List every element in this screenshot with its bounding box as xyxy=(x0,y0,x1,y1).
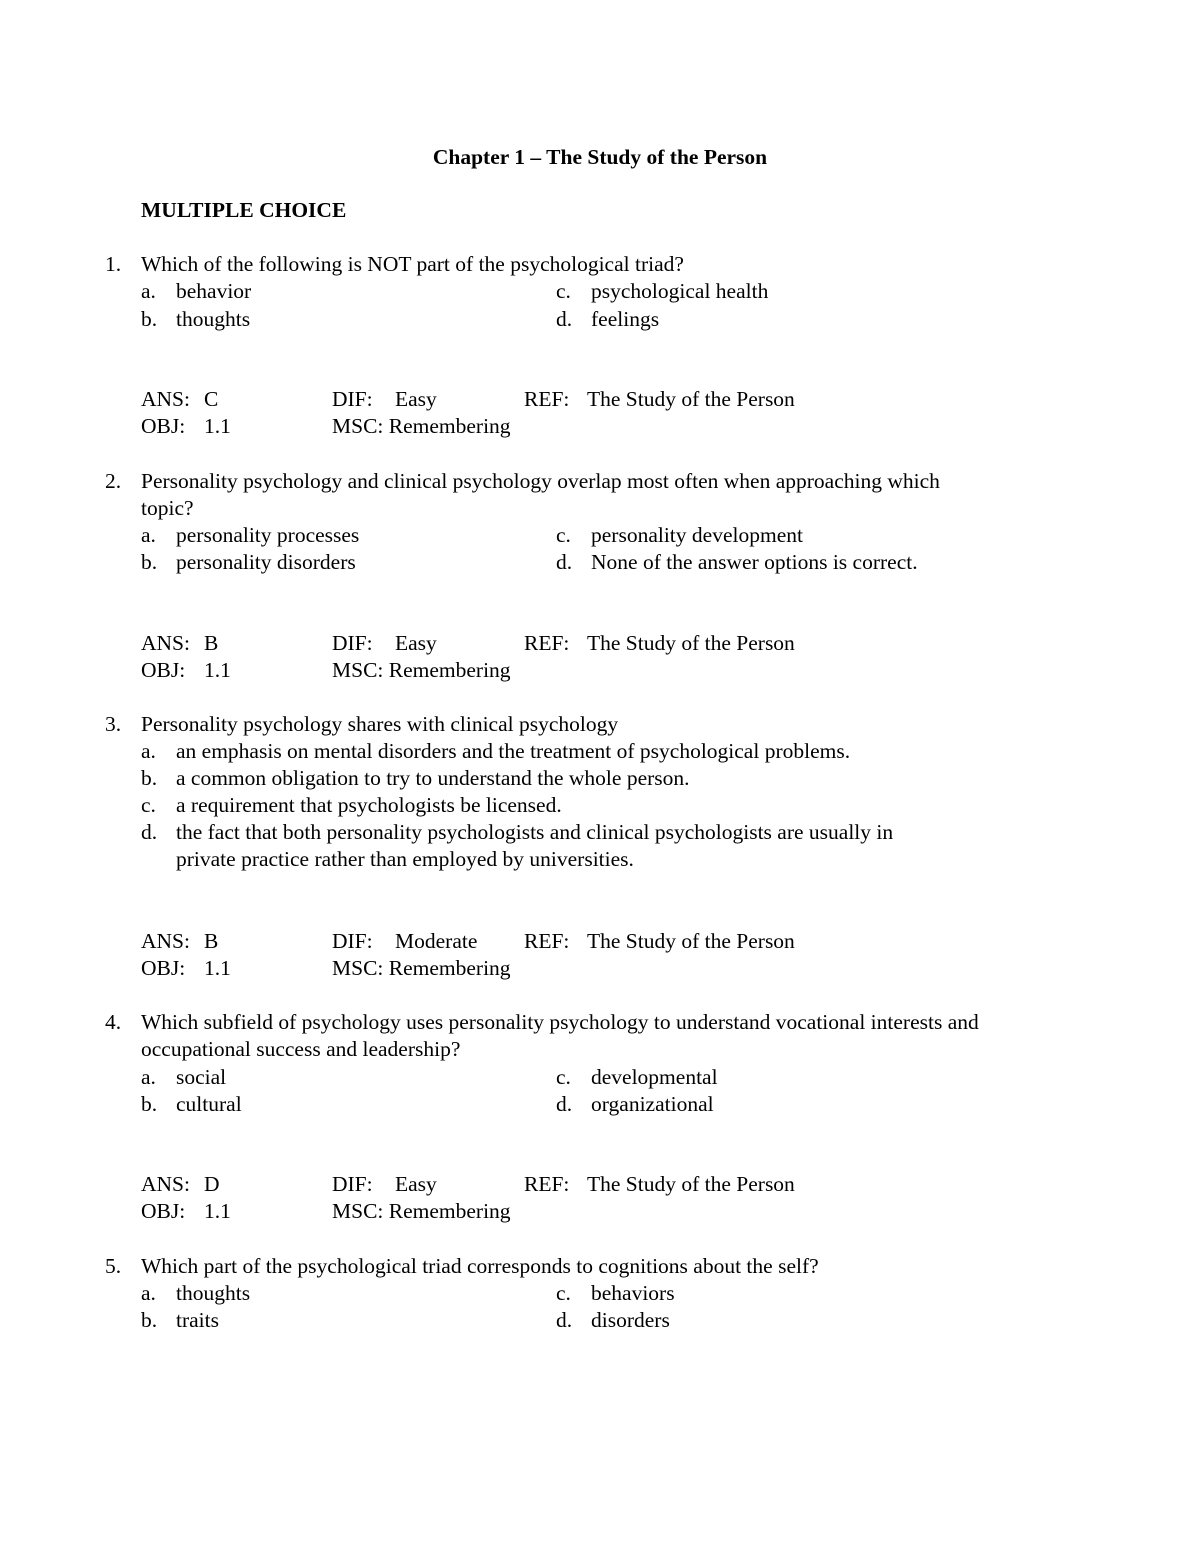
difficulty-value: Easy xyxy=(395,631,437,655)
option-letter: b. xyxy=(141,550,158,574)
option-letter: b. xyxy=(141,766,158,790)
option-text-continued: private practice rather than employed by universities. xyxy=(176,847,634,871)
objective-value: 1.1 xyxy=(204,658,231,682)
question-number: 4. xyxy=(105,1010,122,1034)
option-text: a requirement that psychologists be licensed. xyxy=(176,793,562,817)
option-text: behavior xyxy=(176,279,252,303)
answer-label: ANS: xyxy=(141,1172,190,1196)
option-text: thoughts xyxy=(176,307,251,331)
answer-value: B xyxy=(204,929,219,953)
option-text: personality processes xyxy=(176,523,360,547)
reference-value: The Study of the Person xyxy=(587,1172,795,1196)
difficulty-value: Moderate xyxy=(395,929,478,953)
option-letter: a. xyxy=(141,1281,156,1305)
answer-label: ANS: xyxy=(141,929,190,953)
option-text: behaviors xyxy=(591,1281,675,1305)
option-text: the fact that both personality psychologists and clinical psychologists are usually in xyxy=(176,820,894,844)
objective-label: OBJ: xyxy=(141,1199,186,1223)
msc-value: MSC: Remembering xyxy=(332,658,511,682)
option-letter: a. xyxy=(141,279,156,303)
option-letter: c. xyxy=(556,279,571,303)
difficulty-label: DIF: xyxy=(332,631,373,655)
reference-label: REF: xyxy=(524,387,570,411)
option-letter: c. xyxy=(556,1281,571,1305)
option-text: feelings xyxy=(591,307,660,331)
option-text: personality development xyxy=(591,523,803,547)
difficulty-label: DIF: xyxy=(332,387,373,411)
option-text: traits xyxy=(176,1308,219,1332)
answer-label: ANS: xyxy=(141,631,190,655)
answer-value: C xyxy=(204,387,219,411)
option-text: thoughts xyxy=(176,1281,251,1305)
option-letter: d. xyxy=(556,1308,573,1332)
option-text: disorders xyxy=(591,1308,670,1332)
question-stem: Personality psychology shares with clinical psychology xyxy=(141,712,619,736)
reference-label: REF: xyxy=(524,929,570,953)
difficulty-label: DIF: xyxy=(332,929,373,953)
option-text: psychological health xyxy=(591,279,769,303)
option-text: organizational xyxy=(591,1092,714,1116)
option-text: cultural xyxy=(176,1092,242,1116)
reference-label: REF: xyxy=(524,631,570,655)
option-text: a common obligation to try to understand the whole person. xyxy=(176,766,690,790)
question-number: 2. xyxy=(105,469,122,493)
question-number: 5. xyxy=(105,1254,122,1278)
reference-value: The Study of the Person xyxy=(587,631,795,655)
difficulty-value: Easy xyxy=(395,387,437,411)
option-letter: c. xyxy=(141,793,156,817)
answer-value: B xyxy=(204,631,219,655)
difficulty-label: DIF: xyxy=(332,1172,373,1196)
option-letter: a. xyxy=(141,1065,156,1089)
option-letter: d. xyxy=(556,1092,573,1116)
option-letter: b. xyxy=(141,1308,158,1332)
msc-value: MSC: Remembering xyxy=(332,1199,511,1223)
question-stem: Which part of the psychological triad corresponds to cognitions about the self? xyxy=(141,1254,819,1278)
question-stem: Personality psychology and clinical psychology overlap most often when approaching which xyxy=(141,469,940,493)
option-text: None of the answer options is correct. xyxy=(591,550,918,574)
question-number: 3. xyxy=(105,712,122,736)
objective-value: 1.1 xyxy=(204,414,231,438)
section-heading: MULTIPLE CHOICE xyxy=(141,198,347,222)
reference-label: REF: xyxy=(524,1172,570,1196)
msc-value: MSC: Remembering xyxy=(332,956,511,980)
objective-value: 1.1 xyxy=(204,1199,231,1223)
objective-value: 1.1 xyxy=(204,956,231,980)
question-stem: Which of the following is NOT part of the psychological triad? xyxy=(141,252,684,276)
option-text: developmental xyxy=(591,1065,718,1089)
option-letter: a. xyxy=(141,523,156,547)
answer-label: ANS: xyxy=(141,387,190,411)
reference-value: The Study of the Person xyxy=(587,387,795,411)
page-title: Chapter 1 – The Study of the Person xyxy=(432,145,768,169)
question-stem: topic? xyxy=(141,496,194,520)
option-text: an emphasis on mental disorders and the treatment of psychological problems. xyxy=(176,739,851,763)
option-letter: c. xyxy=(556,523,571,547)
option-letter: c. xyxy=(556,1065,571,1089)
option-letter: b. xyxy=(141,307,158,331)
objective-label: OBJ: xyxy=(141,414,186,438)
reference-value: The Study of the Person xyxy=(587,929,795,953)
option-text: personality disorders xyxy=(176,550,356,574)
objective-label: OBJ: xyxy=(141,956,186,980)
option-letter: d. xyxy=(141,820,158,844)
objective-label: OBJ: xyxy=(141,658,186,682)
question-stem: Which subfield of psychology uses personality psychology to understand vocational interests and xyxy=(141,1010,979,1034)
option-letter: a. xyxy=(141,739,156,763)
question-stem: occupational success and leadership? xyxy=(141,1037,461,1061)
answer-value: D xyxy=(204,1172,220,1196)
option-letter: d. xyxy=(556,307,573,331)
question-number: 1. xyxy=(105,252,122,276)
difficulty-value: Easy xyxy=(395,1172,437,1196)
option-letter: d. xyxy=(556,550,573,574)
option-letter: b. xyxy=(141,1092,158,1116)
option-text: social xyxy=(176,1065,227,1089)
msc-value: MSC: Remembering xyxy=(332,414,511,438)
